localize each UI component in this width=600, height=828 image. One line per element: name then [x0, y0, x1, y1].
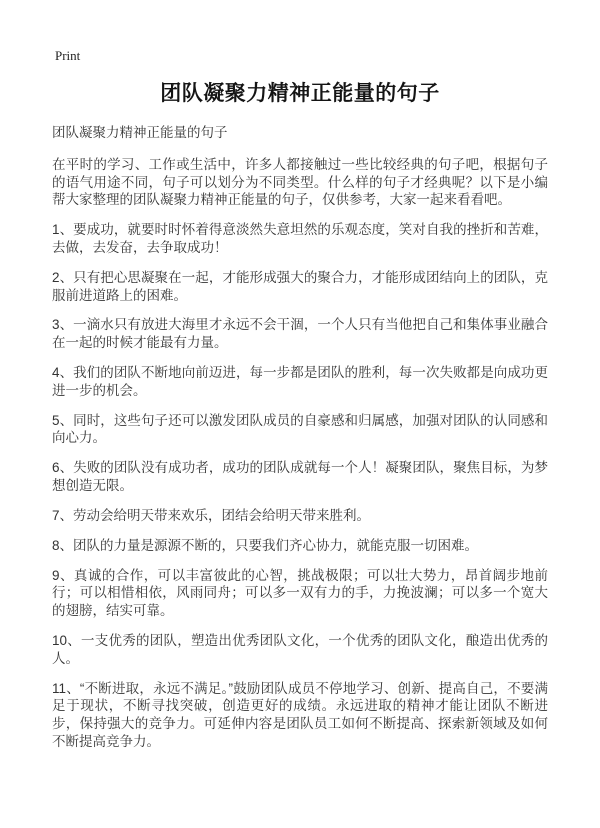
article-subtitle: 团队凝聚力精神正能量的句子	[52, 125, 228, 141]
sentence-item-11: 11、“不断进取，永远不满足。”鼓励团队成员不停地学习、创新、提高自己，不要满足于现状，不断寻找突破，创造更好的成绩。永远进取的精神才能让团队不断进步，保持强大的竞争力。可延伸内容是团队员工如何不断提高、探索新领域及如何不断提高竞争力。	[52, 680, 548, 749]
sentence-item-6: 6、失败的团队没有成功者，成功的团队成就每一个人！凝聚团队，聚焦目标，为梦想创造无限。	[52, 460, 548, 494]
intro-paragraph: 在平时的学习、工作或生活中，许多人都接触过一些比较经典的句子吧，根据句子的语气用途不同，句子可以划分为不同类型。什么样的句子才经典呢？以下是小编帮大家整理的团队凝聚力精神正能量的句子，仅供参考，大家一起来看看吧。	[52, 156, 548, 208]
article-body	[52, 156, 548, 751]
page-title: 团队凝聚力精神正能量的句子	[160, 82, 440, 105]
print-link[interactable]: Print	[55, 48, 81, 63]
sentence-item-5: 5、同时，这些句子还可以激发团队成员的自豪感和归属感，加强对团队的认同感和向心力。	[52, 412, 548, 446]
sentence-item-4: 4、我们的团队不断地向前迈进，每一步都是团队的胜利，每一次失败都是向成功更进一步的机会。	[52, 365, 548, 398]
sentence-item-8: 8、团队的力量是源源不断的，只要我们齐心协力，就能克服一切困难。	[52, 537, 479, 553]
sentence-item-10: 10、一支优秀的团队，塑造出优秀团队文化，一个优秀的团队文化，酿造出优秀的人。	[52, 632, 548, 666]
sentence-item-9: 9、真诚的合作，可以丰富彼此的心智，挑战极限；可以壮大势力，昂首阔步地前行；可以相惜相依，风雨同舟；可以多一双有力的手，力挽波澜；可以多一个宽大的翅膀，结实可靠。	[52, 567, 548, 619]
sentence-item-3: 3、一滴水只有放进大海里才永远不会干涸，一个人只有当他把自己和集体事业融合在一起的时候才能最有力量。	[52, 317, 548, 351]
sentence-item-7: 7、劳动会给明天带来欢乐，团结会给明天带来胜利。	[52, 507, 371, 523]
sentence-item-1: 1、要成功，就要时时怀着得意淡然失意坦然的乐观态度，笑对自我的挫折和苦难，去做，去发奋，去争取成功！	[52, 222, 548, 255]
sentence-item-2: 2、只有把心思凝聚在一起，才能形成强大的聚合力，才能形成团结向上的团队，克服前进道路上的困难。	[52, 269, 548, 303]
